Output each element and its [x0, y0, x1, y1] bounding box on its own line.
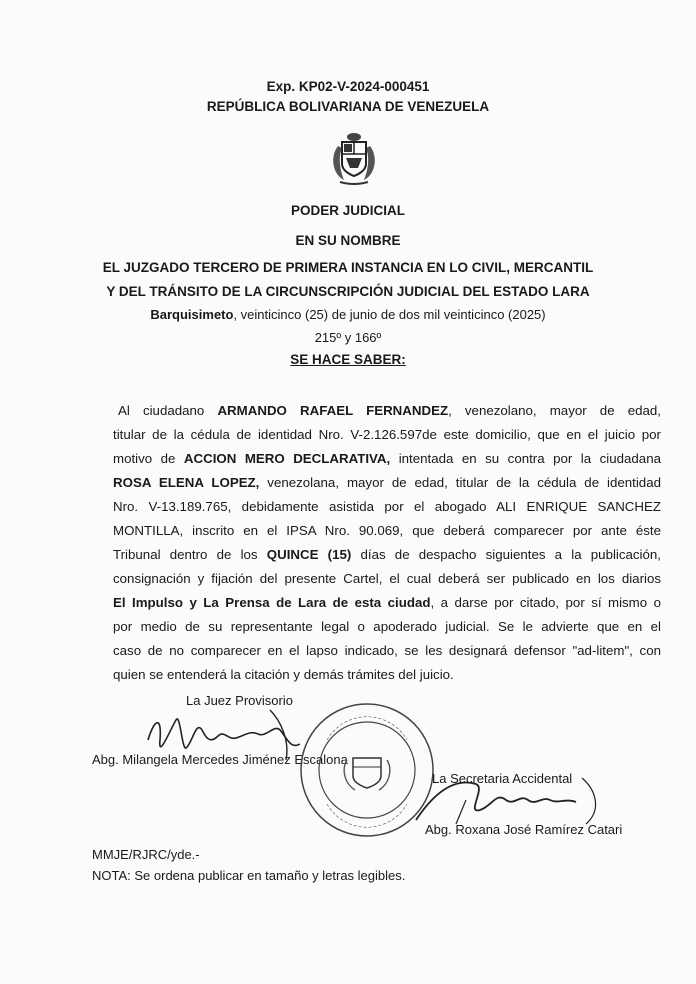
body-line-2: titular de la cédula de identidad Nro. V-2.126.597de este domicilio, que en el juicio por	[113, 427, 661, 442]
notice-heading: SE HACE SABER:	[290, 352, 406, 367]
judicial-branch: PODER JUDICIAL	[290, 203, 405, 218]
city-name: Barquisimeto	[150, 307, 234, 322]
body-line-10: por medio de su representante legal o apoderado judicial. Se le advierte que en el	[113, 619, 661, 634]
publication-note: NOTA: Se ordena publicar en tamaño y letras legibles.	[92, 868, 406, 883]
court-name-line-1: EL JUZGADO TERCERO DE PRIMERA INSTANCIA EN LO CIVIL, MERCANTIL	[102, 260, 594, 275]
body-line-9: El Impulso y La Prensa de Lara de esta ciudad, a darse por citado, por sí mismo o	[113, 595, 661, 610]
body-line-3: motivo de ACCION MERO DECLARATIVA, intentada en su contra por la ciudadana	[113, 451, 661, 466]
body-line-1: Al ciudadano ARMANDO RAFAEL FERNANDEZ, venezolano, mayor de edad,	[118, 403, 661, 418]
expediente-number: Exp. KP02-V-2024-000451	[266, 79, 430, 94]
court-name-line-2: Y DEL TRÁNSITO DE LA CIRCUNSCRIPCIÓN JUDICIAL DEL ESTADO LARA	[106, 284, 590, 299]
body-line-8: consignación y fijación del presente Cartel, el cual deberá ser publicado en los diarios	[113, 571, 661, 586]
body-line-4: ROSA ELENA LOPEZ, venezolana, mayor de edad, titular de la cédula de identidad	[113, 475, 661, 490]
coat-of-arms-icon	[328, 128, 380, 186]
secretary-signature-icon	[396, 770, 626, 830]
in-name-heading: EN SU NOMBRE	[295, 233, 401, 248]
body-line-7: Tribunal dentro de los QUINCE (15) días de despacho siguientes a la publicación,	[113, 547, 661, 562]
body-line-6: MONTILLA, inscrito en el IPSA Nro. 90.069, que deberá comparecer por ante éste	[113, 523, 661, 538]
body-line-11: caso de no comparecer en el lapso indicado, se les designará defensor "ad-litem", con	[113, 643, 661, 658]
years-line: 215º y 166º	[314, 330, 382, 345]
date-line	[0, 307, 696, 322]
body-line-12: quien se entenderá la citación y demás trámites del juicio.	[113, 667, 454, 682]
judge-title: La Juez Provisorio	[186, 693, 293, 708]
secretary-title: La Secretaria Accidental	[432, 771, 573, 786]
date-text: , veinticinco (25) de junio de dos mil veinticinco (2025)	[233, 307, 546, 322]
judge-name: Abg. Milangela Mercedes Jiménez Escalona	[92, 752, 348, 767]
secretary-name: Abg. Roxana José Ramírez Catari	[425, 822, 623, 837]
initials: MMJE/RJRC/yde.-	[92, 847, 200, 862]
body-line-5: Nro. V-13.189.765, debidamente asistida por el abogado ALI ENRIQUE SANCHEZ	[113, 499, 661, 514]
country-title: REPÚBLICA BOLIVARIANA DE VENEZUELA	[206, 99, 490, 114]
